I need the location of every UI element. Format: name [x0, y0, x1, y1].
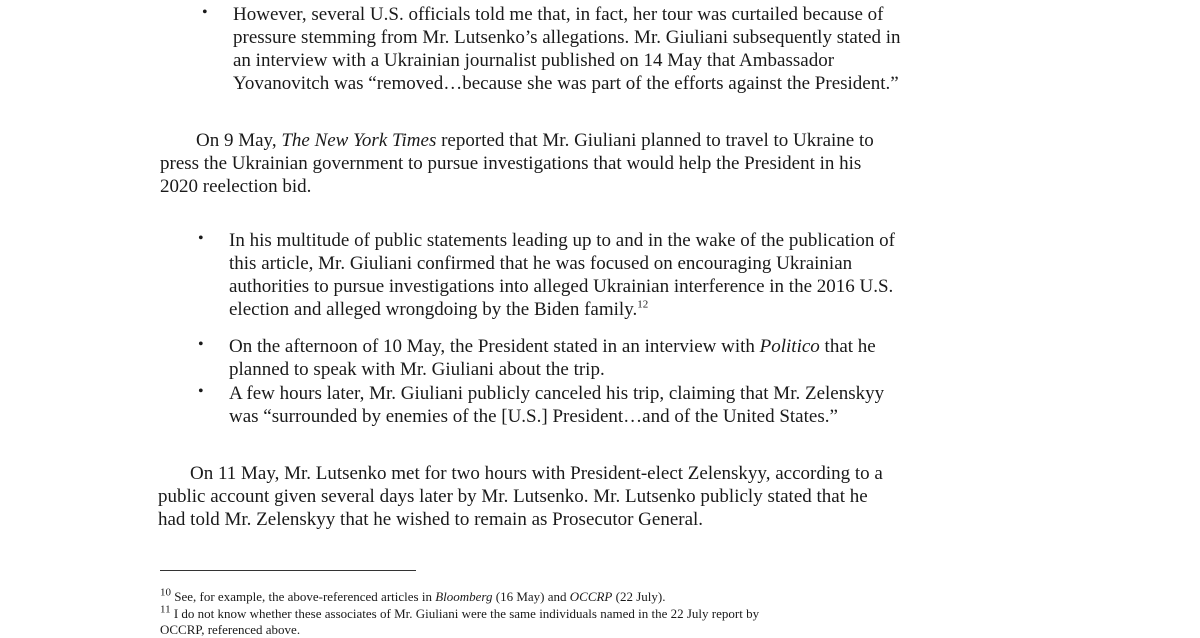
- newspaper-title: The New York Times: [281, 130, 437, 151]
- footnote-10: $^{10}$ See, for example, the above-referenced articles in Bloomberg (16 May) and OCCRP (22 July).: [160, 586, 666, 604]
- paragraph-1-line-3: 2020 reelection bid.: [160, 176, 312, 197]
- bullet-a-line-1: However, several U.S. officials told me that, in fact, her tour was curtailed because of: [233, 4, 884, 25]
- footnote-11: $^{11}$ I do not know whether these associates of Mr. Giuliani were the same individuals named in the 22 July report by: [160, 603, 760, 621]
- paragraph-2-line-3: had told Mr. Zelenskyy that he wished to remain as Prosecutor General.: [158, 509, 704, 530]
- bullet-b1-line-4: election and alleged wrongdoing by the Biden family.$^{12}$: [229, 298, 649, 320]
- bullet-b2-line-2: planned to speak with Mr. Giuliani about the trip.: [229, 359, 605, 380]
- bullet-marker: •: [202, 4, 208, 21]
- paragraph-1-line-2: press the Ukrainian government to pursue investigations that would help the President in his: [160, 153, 862, 174]
- paragraph-2-line-2: public account given several days later by Mr. Lutsenko. Mr. Lutsenko publicly stated that he: [158, 486, 868, 507]
- bullet-b2-line-1: On the afternoon of 10 May, the President stated in an interview with Politico that he: [229, 336, 876, 357]
- bullet-b1-line-3: authorities to pursue investigations into alleged Ukrainian interference in the 2016 U.S.: [229, 276, 894, 297]
- footnote-ref-12: 12: [637, 298, 649, 311]
- publication-title: Politico: [759, 336, 820, 357]
- bullet-b3-line-2: was “surrounded by enemies of the [U.S.] President…and of the United States.”: [229, 406, 838, 427]
- bullet-b3-line-1: A few hours later, Mr. Giuliani publicly canceled his trip, claiming that Mr. Zelenskyy: [229, 383, 885, 404]
- bullet-a-line-4: Yovanovitch was “removed…because she was part of the efforts against the President.”: [233, 73, 899, 94]
- bullet-a-line-3: an interview with a Ukrainian journalist published on 14 May that Ambassador: [233, 50, 835, 71]
- bullet-marker: •: [198, 230, 204, 247]
- bullet-b1-line-1: In his multitude of public statements leading up to and in the wake of the publication of: [229, 230, 895, 251]
- bullet-a-line-2: pressure stemming from Mr. Lutsenko’s allegations. Mr. Giuliani subsequently stated in: [233, 27, 901, 48]
- bullet-marker: •: [198, 383, 204, 400]
- bullet-marker: •: [198, 336, 204, 353]
- paragraph-1-line-1: On 9 May, The New York Times reported that Mr. Giuliani planned to travel to Ukraine to: [196, 130, 874, 151]
- footnote-separator: [160, 570, 416, 571]
- paragraph-2-line-1: On 11 May, Mr. Lutsenko met for two hours with President-elect Zelenskyy, according to a: [190, 463, 883, 484]
- footnote-11-continuation: OCCRP, referenced above.: [160, 622, 301, 637]
- bullet-b1-line-2: this article, Mr. Giuliani confirmed that he was focused on encouraging Ukrainian: [229, 253, 853, 274]
